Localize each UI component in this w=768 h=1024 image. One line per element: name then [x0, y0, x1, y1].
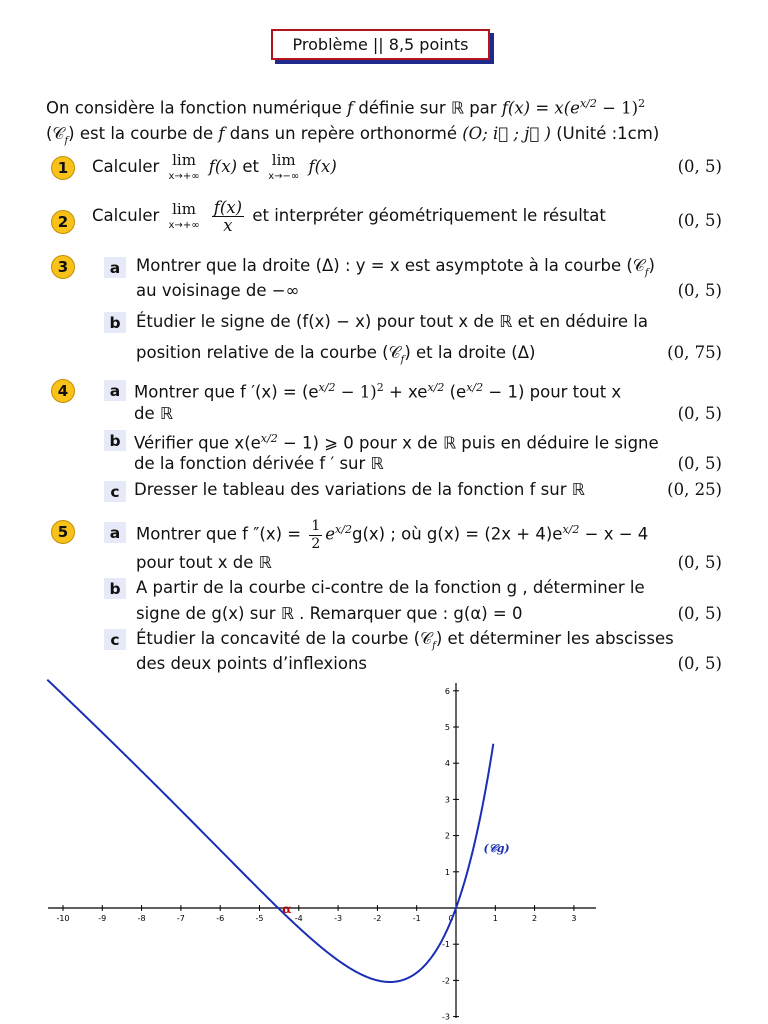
y-tick-label: 1	[444, 867, 450, 877]
q4a-line-1: Montrer que f $'(x) = (e^{x/2} - 1)^2 + xe^{x/2}$ $(e^{x/2} - 1)$ pour tout x	[134, 381, 622, 402]
q4b-line-2: de la fonction dérivée f ′ sur ℝ	[134, 454, 384, 473]
x-tick-label: -4	[294, 914, 303, 923]
question-2-text: Calculer lim x→+∞ $\frac{f(x)}{x}$ et interpréter géométriquement le résultat	[92, 198, 606, 235]
question-number-5: 5	[51, 520, 75, 544]
q5b-points: (0, 5)	[677, 604, 722, 623]
q3-letter-a: a	[104, 257, 126, 278]
q4a-line-2: de ℝ	[134, 404, 173, 423]
q5b-line-1: A partir de la courbe ci-contre de la fonction g , déterminer le	[136, 578, 645, 597]
alpha-label: α	[282, 902, 292, 916]
y-tick-label: 5	[444, 723, 450, 732]
q4-letter-b: b	[104, 430, 126, 451]
graph-of-g	[40, 675, 600, 1020]
x-tick-label: -1	[412, 914, 421, 923]
x-tick-label: 1	[492, 914, 498, 923]
q3a-line-2: au voisinage de −∞	[136, 281, 300, 300]
q5a-points: (0, 5)	[677, 553, 722, 572]
question-2-points: (0, 5)	[677, 211, 722, 230]
intro-line-2: (𝒞$_f$) est la courbe de f dans un repère orthonormé (O; i⃗ ; j⃗ ) (Unité :1cm)	[46, 124, 660, 147]
q5a-line-2: pour tout x de ℝ	[136, 553, 272, 572]
curve-g-label: (𝒞g)	[483, 841, 510, 855]
q4c-line: Dresser le tableau des variations de la fonction f sur ℝ	[134, 480, 585, 499]
q4b-line-1: Vérifier que $x(e^{x/2} - 1)$ ⩾ 0 pour x de ℝ puis en déduire le signe	[134, 432, 659, 453]
question-number-3: 3	[51, 255, 75, 279]
x-tick-label: -7	[176, 914, 185, 923]
problem-title: Problème || 8,5 points	[271, 29, 490, 60]
x-tick-label: -2	[373, 914, 382, 923]
intro-line-1: On considère la fonction numérique f définie sur ℝ par $f(x) = x(e^{x/2} - 1)^2$	[46, 97, 646, 118]
q3a-points: (0, 5)	[677, 281, 722, 300]
q4a-points: (0, 5)	[677, 404, 722, 423]
y-tick-label: 2	[444, 831, 450, 841]
question-number-4: 4	[51, 379, 75, 403]
curve-g	[47, 680, 493, 982]
question-number-2: 2	[51, 210, 75, 234]
question-1-text: Calculer lim x→+∞ f(x) et lim x→−∞ f(x)	[92, 150, 337, 182]
y-tick-label: -2	[442, 976, 450, 986]
q3b-line-2: position relative de la courbe (𝒞$_f$) et la droite (Δ)	[136, 343, 536, 366]
x-tick-label: -3	[334, 914, 343, 923]
q4-letter-a: a	[104, 380, 126, 401]
graph-axes	[48, 683, 596, 1018]
q4-letter-c: c	[104, 481, 126, 502]
q3-letter-b: b	[104, 312, 126, 333]
y-tick-label: -3	[442, 1012, 450, 1020]
q5-letter-a: a	[104, 522, 126, 543]
x-tick-label: -5	[255, 914, 264, 923]
x-tick-label: -9	[98, 914, 107, 923]
y-tick-label: 4	[444, 759, 450, 769]
question-1-points: (0, 5)	[677, 157, 722, 176]
y-tick-label: -1	[442, 940, 450, 950]
q4c-points: (0, 25)	[667, 480, 722, 499]
q5c-line-2: des deux points d’inflexions	[136, 654, 367, 673]
x-tick-label: 0	[448, 914, 454, 923]
q5c-points: (0, 5)	[677, 654, 722, 673]
q5-letter-b: b	[104, 578, 126, 599]
y-tick-label: 3	[444, 795, 450, 805]
q3b-points: (0, 75)	[667, 343, 722, 362]
q3b-line-1: Étudier le signe de (f(x) − x) pour tout x de ℝ et en déduire la	[136, 312, 648, 331]
x-tick-label: -6	[216, 914, 225, 923]
q3a-line-1: Montrer que la droite (Δ) : y = x est asymptote à la courbe (𝒞$_f$)	[136, 256, 655, 279]
y-tick-label: 6	[444, 686, 450, 696]
x-tick-label: 2	[532, 914, 538, 923]
q5-letter-c: c	[104, 629, 126, 650]
q4b-points: (0, 5)	[677, 454, 722, 473]
x-tick-label: 3	[571, 914, 577, 923]
q5b-line-2: signe de g(x) sur ℝ . Remarquer que : g(α) = 0	[136, 604, 523, 623]
question-number-1: 1	[51, 156, 75, 180]
x-tick-label: -8	[137, 914, 146, 923]
x-tick-label: -10	[56, 914, 70, 923]
q5c-line-1: Étudier la concavité de la courbe (𝒞$_f$) et déterminer les abscisses	[136, 629, 674, 652]
q5a-line-1: Montrer que f ″(x) = $\frac{1}{2}$ $e^{x/2}g(x)$ ; où $g(x) = (2x + 4)e^{x/2} - x - 4$	[136, 517, 649, 552]
